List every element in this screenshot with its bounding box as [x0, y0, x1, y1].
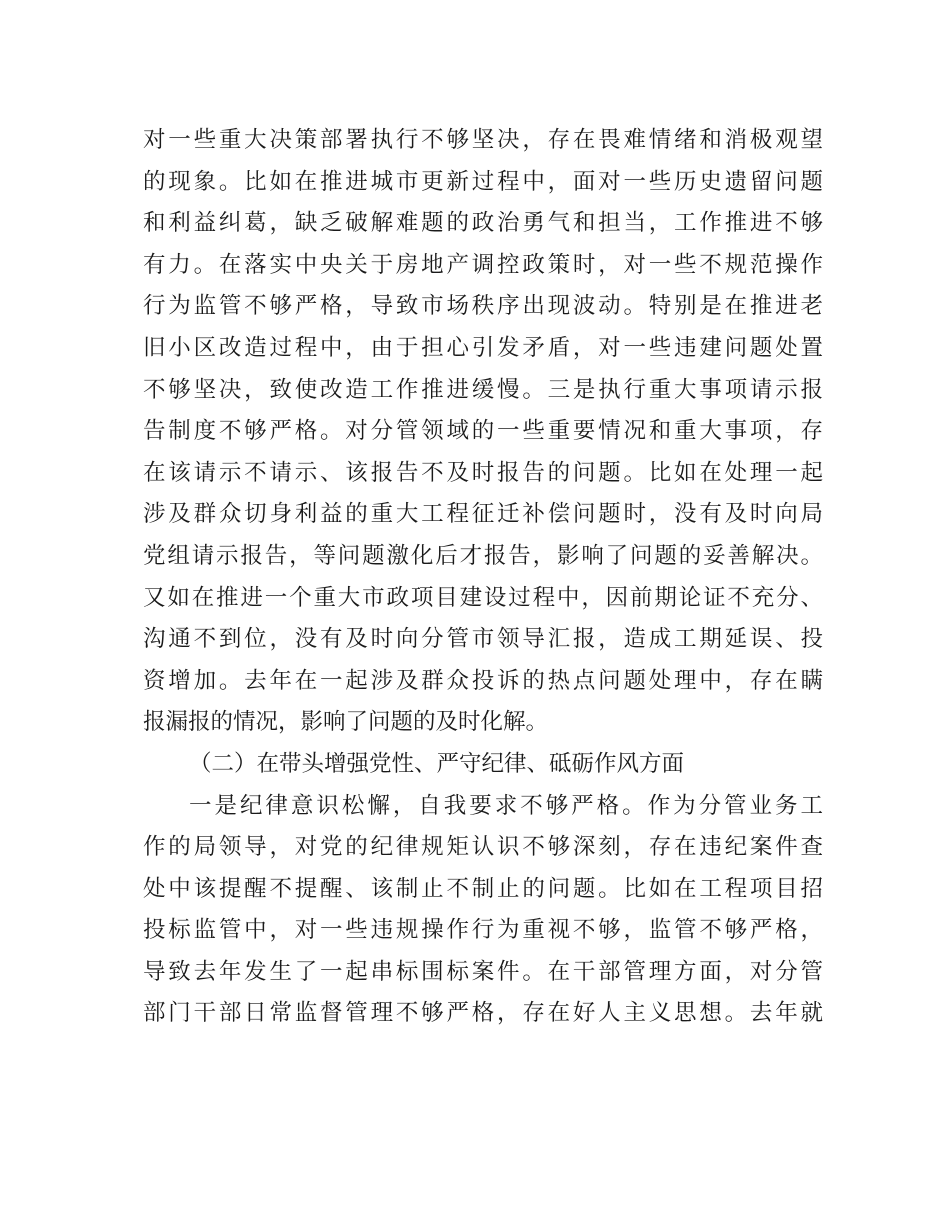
text-line: 作的局领导，对党的纪律规矩认识不够深刻，存在违纪案件查: [143, 834, 823, 861]
text-line: 涉及群众切身利益的重大工程征迁补偿问题时，没有及时向局: [143, 501, 823, 528]
text-line: 在该请示不请示、该报告不及时报告的问题。比如在处理一起: [143, 459, 823, 486]
text-line: 不够坚决，致使改造工作推进缓慢。三是执行重大事项请示报: [143, 376, 823, 403]
text-line: 和利益纠葛，缺乏破解难题的政治勇气和担当，工作推进不够: [143, 210, 823, 237]
text-line: 一是纪律意识松懈，自我要求不够严格。作为分管业务工: [189, 792, 823, 819]
text-line: 党组请示报告，等问题激化后才报告，影响了问题的妥善解决。: [143, 542, 823, 569]
text-line: 行为监管不够严格，导致市场秩序出现波动。特别是在推进老: [143, 293, 823, 320]
text-line: 沟通不到位，没有及时向分管市领导汇报，造成工期延误、投: [143, 626, 823, 653]
text-line: 处中该提醒不提醒、该制止不制止的问题。比如在工程项目招: [143, 875, 823, 902]
paragraph-1: [143, 120, 823, 744]
paragraph-2: [143, 786, 823, 1036]
text-line: 告制度不够严格。对分管领域的一些重要情况和重大事项，存: [143, 418, 823, 445]
text-line: 有力。在落实中央关于房地产调控政策时，对一些不规范操作: [143, 251, 823, 278]
text-line: 投标监管中，对一些违规操作行为重视不够，监管不够严格，: [143, 917, 823, 944]
text-line: 又如在推进一个重大市政项目建设过程中，因前期论证不充分、: [143, 584, 823, 611]
text-line: 部门干部日常监督管理不够严格，存在好人主义思想。去年就: [143, 1000, 823, 1027]
section-heading: （二）在带头增强党性、严守纪律、砥砺作风方面: [189, 750, 685, 777]
text-line: 报漏报的情况，影响了问题的及时化解。: [143, 709, 549, 736]
text-line: 资增加。去年在一起涉及群众投诉的热点问题处理中，存在瞒: [143, 667, 823, 694]
text-line: 的现象。比如在推进城市更新过程中，面对一些历史遗留问题: [143, 168, 823, 195]
text-line: 旧小区改造过程中，由于担心引发矛盾，对一些违建问题处置: [143, 334, 823, 361]
text-line: 导致去年发生了一起串标围标案件。在干部管理方面，对分管: [143, 958, 823, 985]
document-body: [143, 120, 823, 1035]
text-line: 对一些重大决策部署执行不够坚决，存在畏难情绪和消极观望: [143, 127, 823, 153]
